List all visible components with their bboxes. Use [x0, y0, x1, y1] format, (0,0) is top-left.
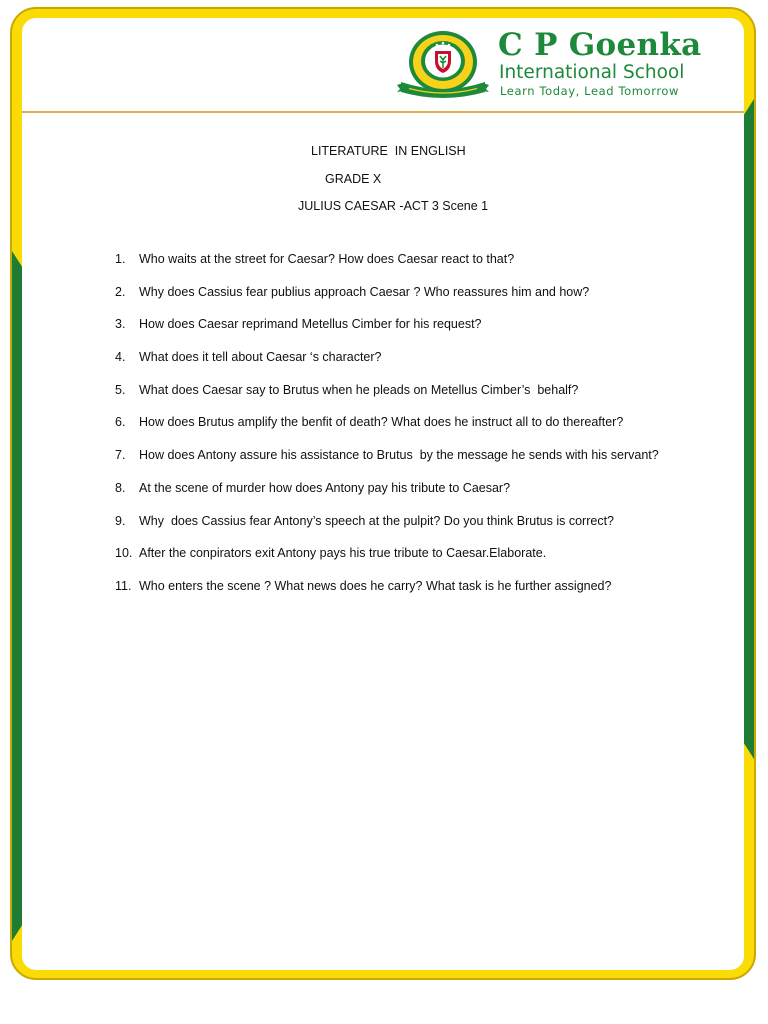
question-text: After the conpirators exit Antony pays his true tribute to Caesar.Elaborate. — [139, 546, 547, 561]
question-number: 5. — [115, 382, 126, 397]
question-text: How does Caesar reprimand Metellus Cimber for his request? — [139, 317, 482, 332]
question-number: 7. — [115, 448, 126, 463]
topic-heading: JULIUS CAESAR -ACT 3 Scene 1 — [298, 199, 489, 213]
grade-heading: GRADE X — [325, 172, 382, 186]
question-text: How does Brutus amplify the benfit of death? What does he instruct all to do thereafter? — [139, 415, 624, 430]
question-number: 11. — [115, 578, 132, 593]
question-number: 9. — [115, 513, 126, 528]
question-number: 2. — [115, 284, 126, 299]
question-text: What does it tell about Caesar ‘s character? — [139, 350, 382, 365]
header-divider — [22, 111, 744, 113]
subject-heading: LITERATURE IN ENGLISH — [311, 144, 466, 158]
question-text: How does Antony assure his assistance to Brutus by the message he sends with his servant? — [139, 448, 659, 463]
question-number: 8. — [115, 480, 126, 495]
question-text: At the scene of murder how does Antony pay his tribute to Caesar? — [139, 480, 511, 495]
school-tagline: Learn Today, Lead Tomorrow — [500, 84, 680, 98]
question-text: What does Caesar say to Brutus when he pleads on Metellus Cimber’s behalf? — [139, 382, 579, 397]
question-text: Who enters the scene ? What news does he carry? What task is he further assigned? — [139, 578, 612, 593]
school-subtitle: International School — [499, 62, 685, 83]
question-text: Why does Cassius fear Antony’s speech at the pulpit? Do you think Brutus is correct? — [139, 513, 615, 528]
question-text: Why does Cassius fear publius approach Caesar ? Who reassures him and how? — [139, 284, 590, 299]
question-text: Who waits at the street for Caesar? How does Caesar react to that? — [139, 252, 515, 266]
school-name: C P Goenka — [498, 27, 702, 63]
question-number: 4. — [115, 350, 126, 365]
question-number: 10. — [115, 546, 133, 561]
question-number: 6. — [115, 415, 126, 430]
question-number: 3. — [115, 317, 126, 332]
question-number: 1. — [115, 252, 126, 266]
school-emblem-logo — [397, 30, 489, 98]
